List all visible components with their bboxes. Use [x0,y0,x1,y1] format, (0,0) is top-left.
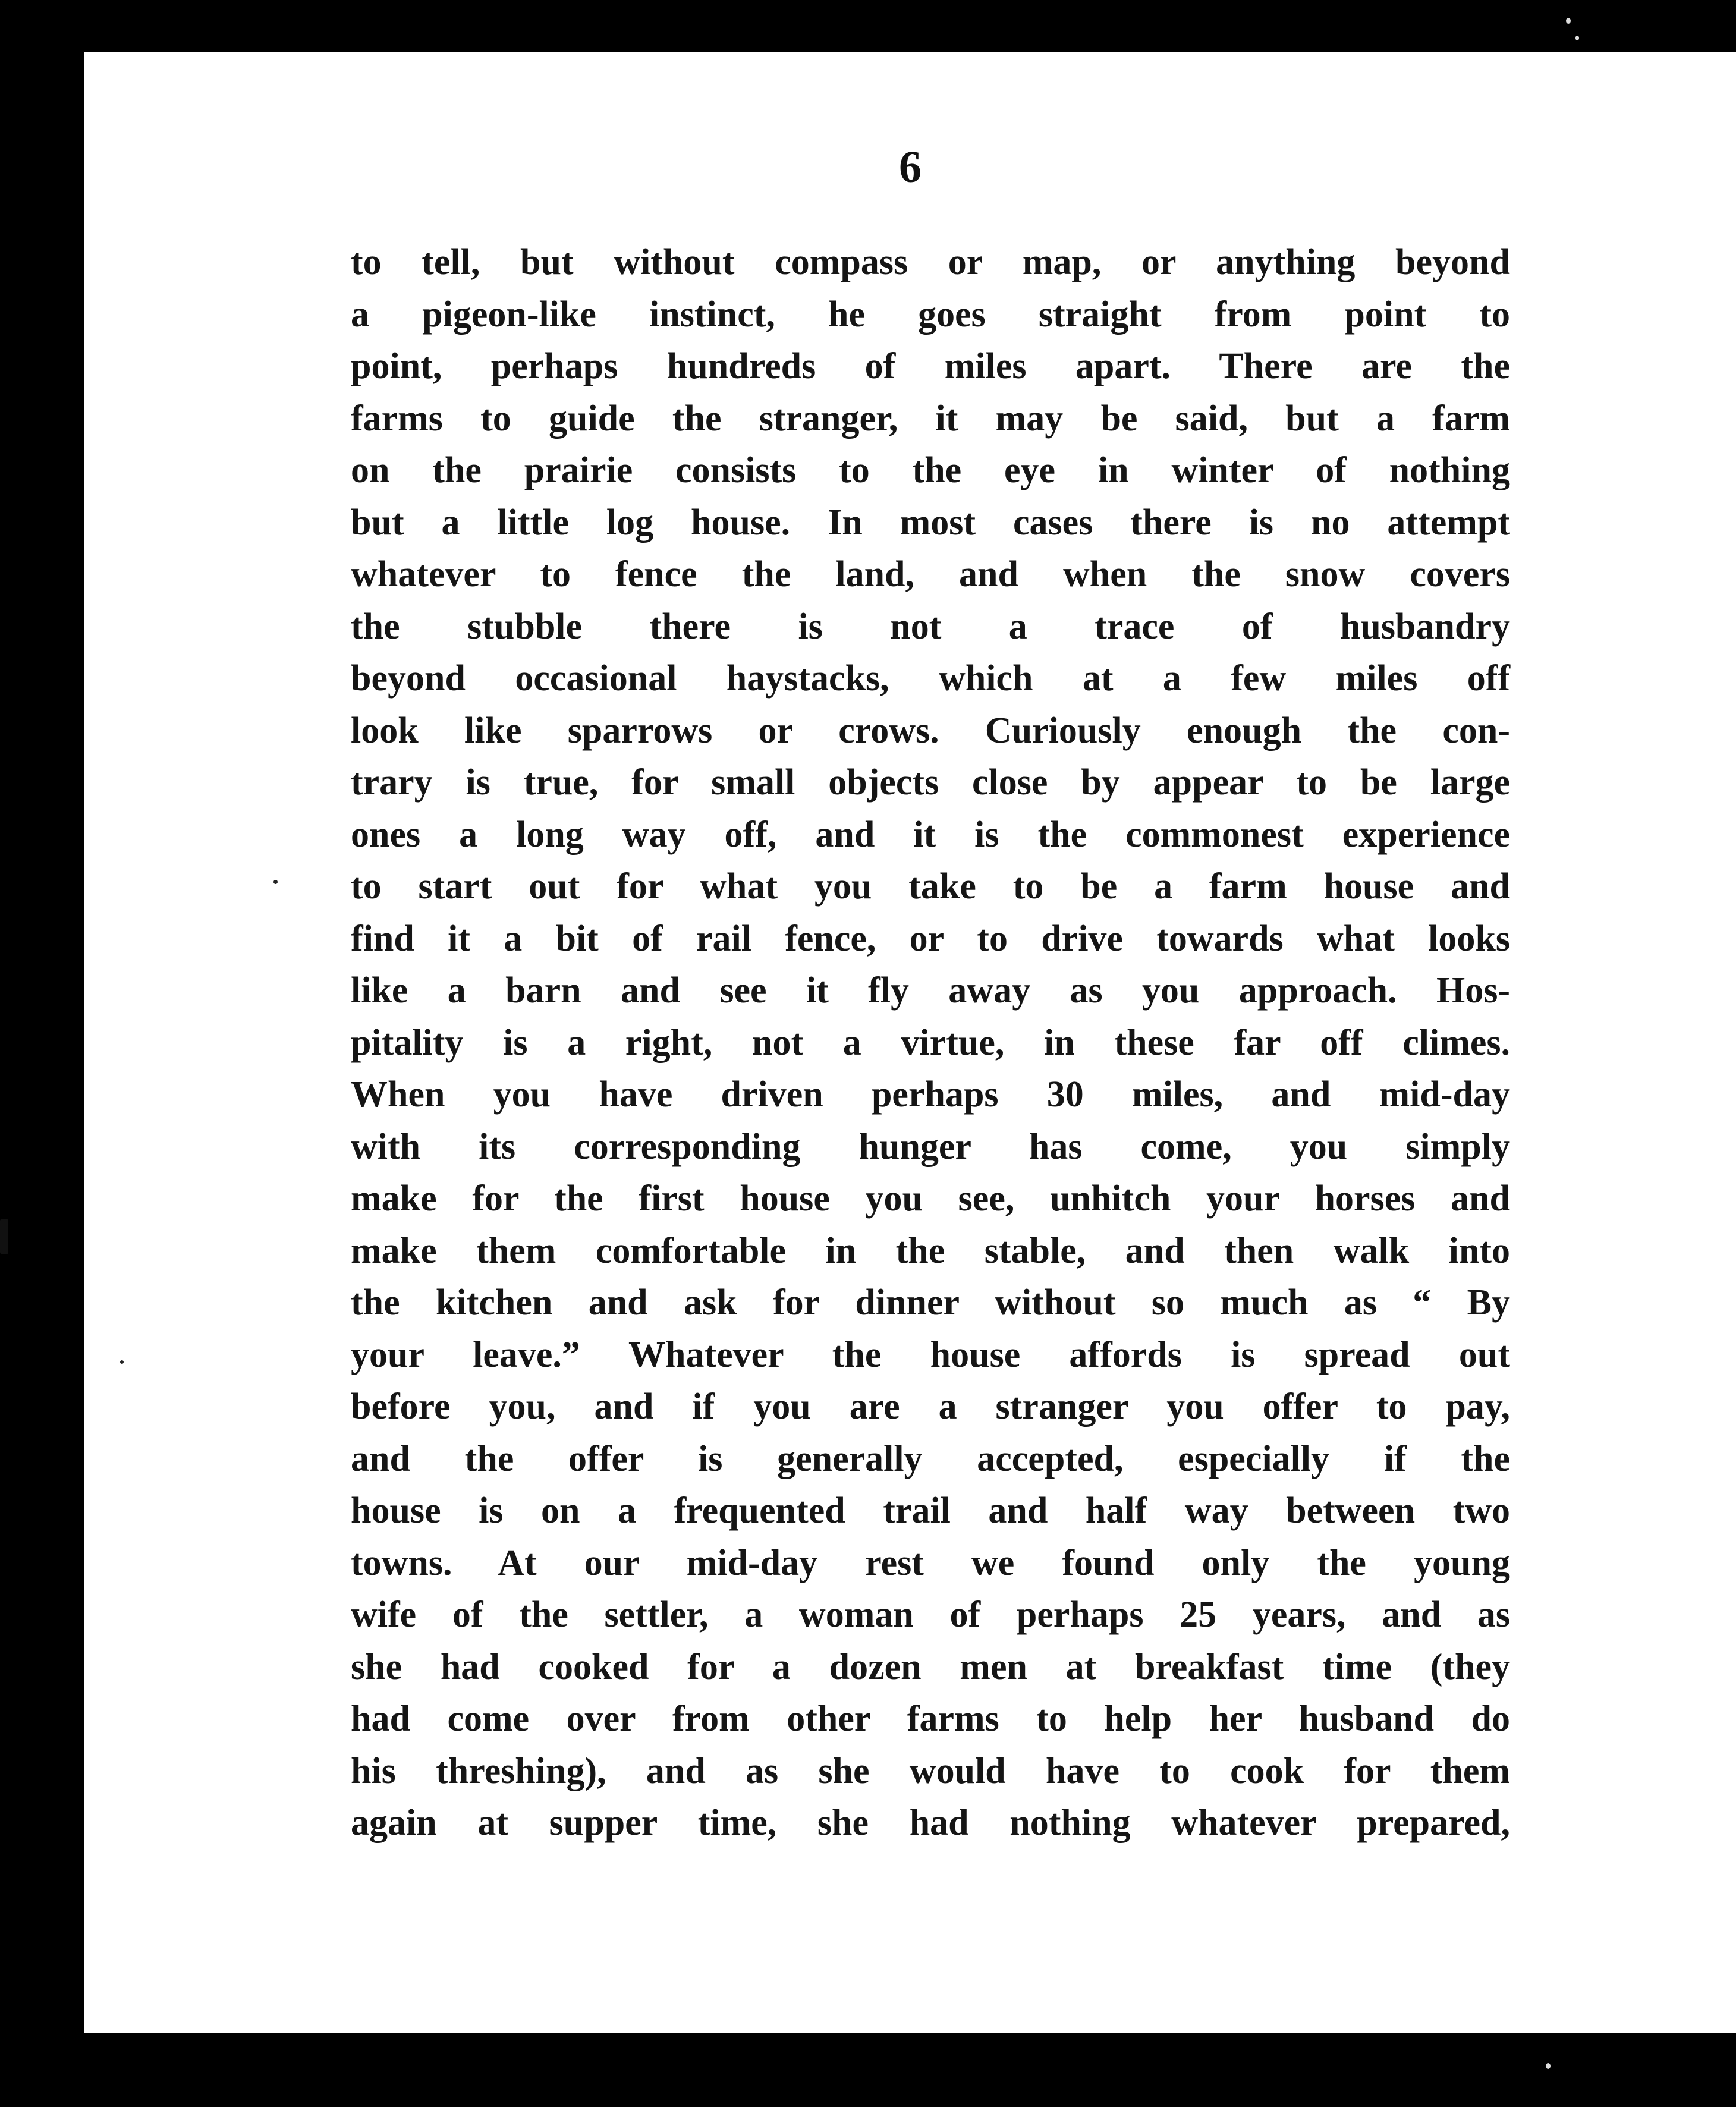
text-line: beyond occasional haystacks, which at a few miles off [351,658,1510,699]
scanned-page [84,52,1736,2033]
scan-speck [120,1360,124,1364]
text-line: on the prairie consists to the eye in winter of nothing [351,450,1510,490]
text-line: When you have driven perhaps 30 miles, and mid-day [351,1074,1510,1115]
text-line: look like sparrows or crows. Curiously enough the con- [351,710,1510,751]
scan-edge-mark [1566,18,1571,24]
text-line: like a barn and see it fly away as you approach. Hos- [351,970,1510,1011]
text-line: point, perhaps hundreds of miles apart. There are the [351,346,1510,386]
text-line: the kitchen and ask for dinner without so much as “ By [351,1282,1510,1323]
text-line: a pigeon-like instinct, he goes straight from point to [351,294,1510,335]
text-line: make them comfortable in the stable, and then walk into [351,1230,1510,1271]
page-number: 6 [899,142,922,192]
text-line: towns. At our mid-day rest we found only the young [351,1542,1510,1583]
text-line: your leave.” Whatever the house affords is spread out [351,1334,1510,1375]
text-line: had come over from other farms to help her husband do [351,1699,1510,1739]
text-line: to start out for what you take to be a farm house and [351,866,1510,907]
scan-edge-mark [0,1219,8,1254]
text-line: whatever to fence the land, and when the snow covers [351,554,1510,595]
text-line: farms to guide the stranger, it may be said, but a farm [351,398,1510,439]
text-line: find it a bit of rail fence, or to drive towards what looks [351,918,1510,959]
text-line: again at supper time, she had nothing whatever prepared, [351,1803,1510,1843]
text-line: wife of the settler, a woman of perhaps 25 years, and as [351,1595,1510,1635]
text-line: and the offer is generally accepted, especially if the [351,1438,1510,1479]
text-line: trary is true, for small objects close by appear to be large [351,762,1510,803]
text-line: ones a long way off, and it is the commonest experience [351,814,1510,855]
text-line: but a little log house. In most cases there is no attempt [351,502,1510,543]
text-line: before you, and if you are a stranger you offer to pay, [351,1386,1510,1427]
text-line: with its corresponding hunger has come, you simply [351,1126,1510,1167]
text-line: she had cooked for a dozen men at breakfast time (they [351,1646,1510,1687]
text-line: the stubble there is not a trace of husbandry [351,606,1510,647]
text-line: house is on a frequented trail and half way between two [351,1490,1510,1531]
text-line: his threshing), and as she would have to cook for them [351,1750,1510,1791]
text-line: make for the first house you see, unhitch your horses and [351,1178,1510,1219]
body-text [351,237,1510,1850]
scan-edge-mark [1546,2063,1551,2069]
text-line: pitality is a right, not a virtue, in these far off climes. [351,1022,1510,1063]
scan-edge-mark [1575,36,1579,40]
scan-speck [273,880,278,884]
text-line: to tell, but without compass or map, or anything beyond [351,242,1510,282]
